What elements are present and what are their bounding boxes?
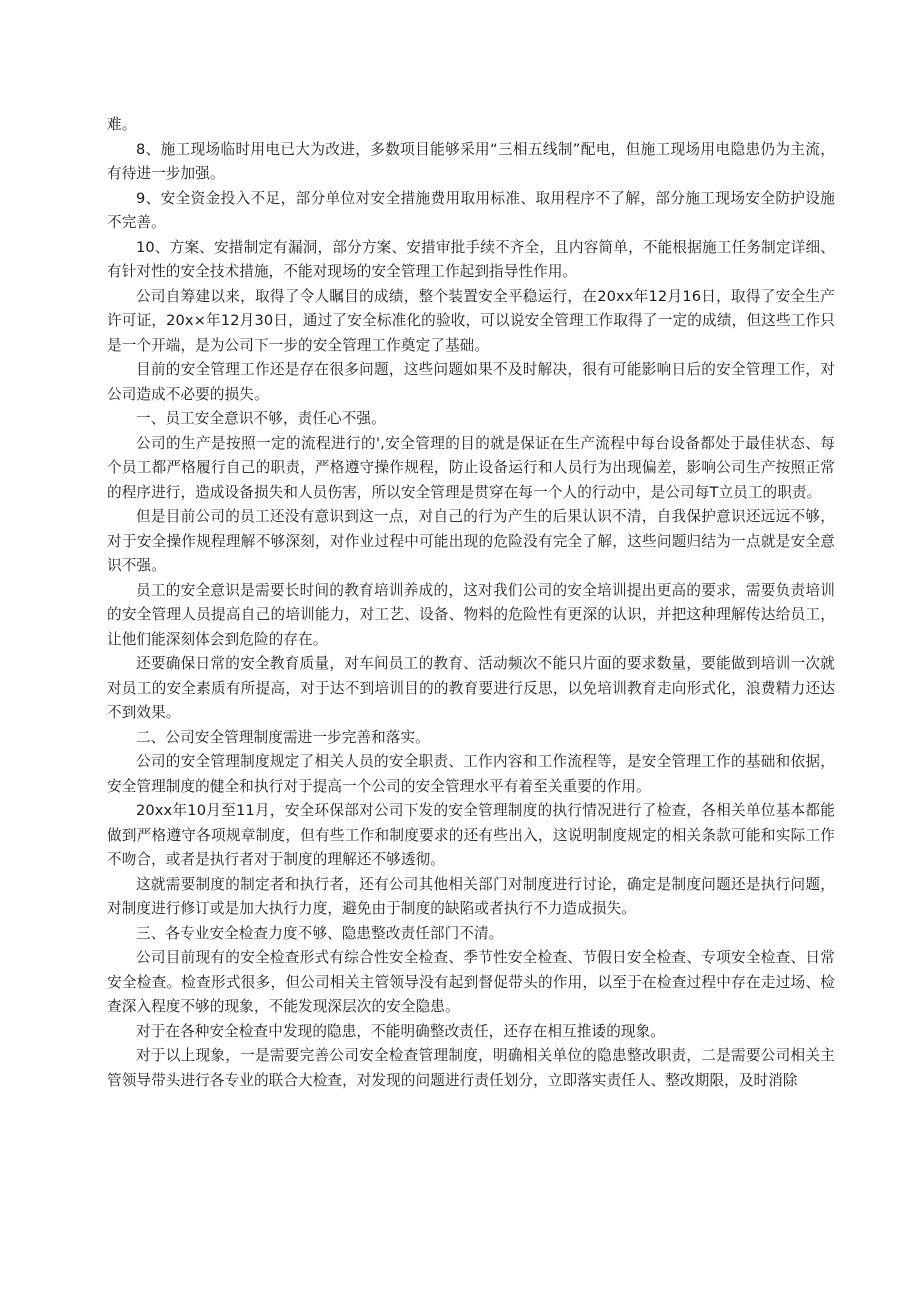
paragraph: 这就需要制度的制定者和执行者，还有公司其他相关部门对制度进行讨论，确定是制度问题还是执行问题，对制度进行修订或是加大执行力度，避免由于制度的缺陷或者执行不力造成损失。 bbox=[107, 875, 835, 917]
section-heading: 三、各专业安全检查力度不够、隐患整改责任部门不清。 bbox=[136, 924, 504, 942]
paragraph: 公司自筹建以来，取得了令人瞩目的成绩，整个装置安全平稳运行，在20xx年12月16日，取得了安全生产许可证，20x×年12月30日，通过了安全标准化的验收，可以说安全管理工作取得了一定的成绩，但这些工作只是一个开端，是为公司下一步的安全管理工作奠定了基础。 bbox=[107, 287, 835, 354]
paragraph: 8、施工现场临时用电已大为改进，多数项目能够采用“三相五线制”配电，但施工现场用电隐患仍为主流，有待进一步加强。 bbox=[107, 140, 835, 182]
paragraph: 公司的安全管理制度规定了相关人员的安全职责、工作内容和工作流程等，是安全管理工作的基础和依据，安全管理制度的健全和执行对于提高一个公司的安全管理水平有着至关重要的作用。 bbox=[107, 753, 835, 795]
paragraph: 目前的安全管理工作还是存在很多问题，这些问题如果不及时解决，很有可能影响日后的安全管理工作，对公司造成不必要的损失。 bbox=[107, 361, 835, 403]
paragraph: 对于在各种安全检查中发现的隐患，不能明确整改责任，还存在相互推诿的现象。 bbox=[136, 1022, 665, 1040]
paragraph: 员工的安全意识是需要长时间的教育培训养成的，这对我们公司的安全培训提出更高的要求，需要负责培训的安全管理人员提高自己的培训能力，对工艺、设备、物料的危险性有更深的认识，并把这种理解传达给员工，让他们能深刻体会到危险的存在。 bbox=[107, 581, 835, 648]
paragraph: 10、方案、安措制定有漏洞，部分方案、安措审批手续不齐全，且内容简单，不能根据施工任务制定详细、有针对性的安全技术措施，不能对现场的安全管理工作起到指导性作用。 bbox=[107, 238, 835, 280]
paragraph: 公司目前现有的安全检查形式有综合性安全检查、季节性安全检查、节假日安全检查、专项安全检查、日常安全检查。检查形式很多，但公司相关主管领导没有起到督促带头的作用，以至于在检查过程中存在走过场、检查深入程度不够的现象，不能发现深层次的安全隐患。 bbox=[107, 949, 835, 1015]
section-heading: 二、公司安全管理制度需进一步完善和落实。 bbox=[136, 728, 430, 746]
paragraph: 20xx年10月至11月，安全环保部对公司下发的安全管理制度的执行情况进行了检查，各相关单位基本都能做到严格遵守各项规章制度，但有些工作和制度要求的还有些出入，这说明制度规定的相关条款可能和实际工作不吻合，或者是执行者对于制度的理解还不够透彻。 bbox=[107, 802, 835, 868]
paragraph: 9、安全资金投入不足，部分单位对安全措施费用取用标准、取用程序不了解，部分施工现场安全防护设施不完善。 bbox=[107, 189, 835, 231]
paragraph: 公司的生产是按照一定的流程进行的',安全管理的目的就是保证在生产流程中每台设备都处于最佳状态、每个员工都严格履行自己的职责，严格遵守操作规程，防止设备运行和人员行为出现偏差，影响公司生产按照正常的程序进行，造成设备损失和人员伤害，所以安全管理是贯穿在每一个人的行动中，是公司每T立员工的职责。 bbox=[107, 434, 835, 501]
section-heading: 一、员工安全意识不够，责任心不强。 bbox=[136, 410, 386, 427]
paragraph: 对于以上现象，一是需要完善公司安全检查管理制度，明确相关单位的隐患整改职责，二是需要公司相关主管领导带头进行各专业的联合大检查，对发现的问题进行责任划分，立即落实责任人、整改期限，及时消除 bbox=[107, 1047, 835, 1089]
document-body bbox=[107, 113, 835, 1093]
paragraph: 难。 bbox=[107, 116, 137, 133]
paragraph: 但是目前公司的员工还没有意识到这一点，对自己的行为产生的后果认识不清，自我保护意识还远远不够，对于安全操作规程理解不够深刻，对作业过程中可能出现的危险没有完全了解，这些问题归结为一点就是安全意识不强。 bbox=[107, 508, 835, 574]
paragraph: 还要确保日常的安全教育质量，对车间员工的教育、活动频次不能只片面的要求数量，要能做到培训一次就对员工的安全素质有所提高，对于达不到培训目的的教育要进行反思，以免培训教育走向形式化，浪费精力还达不到效果。 bbox=[107, 655, 835, 721]
